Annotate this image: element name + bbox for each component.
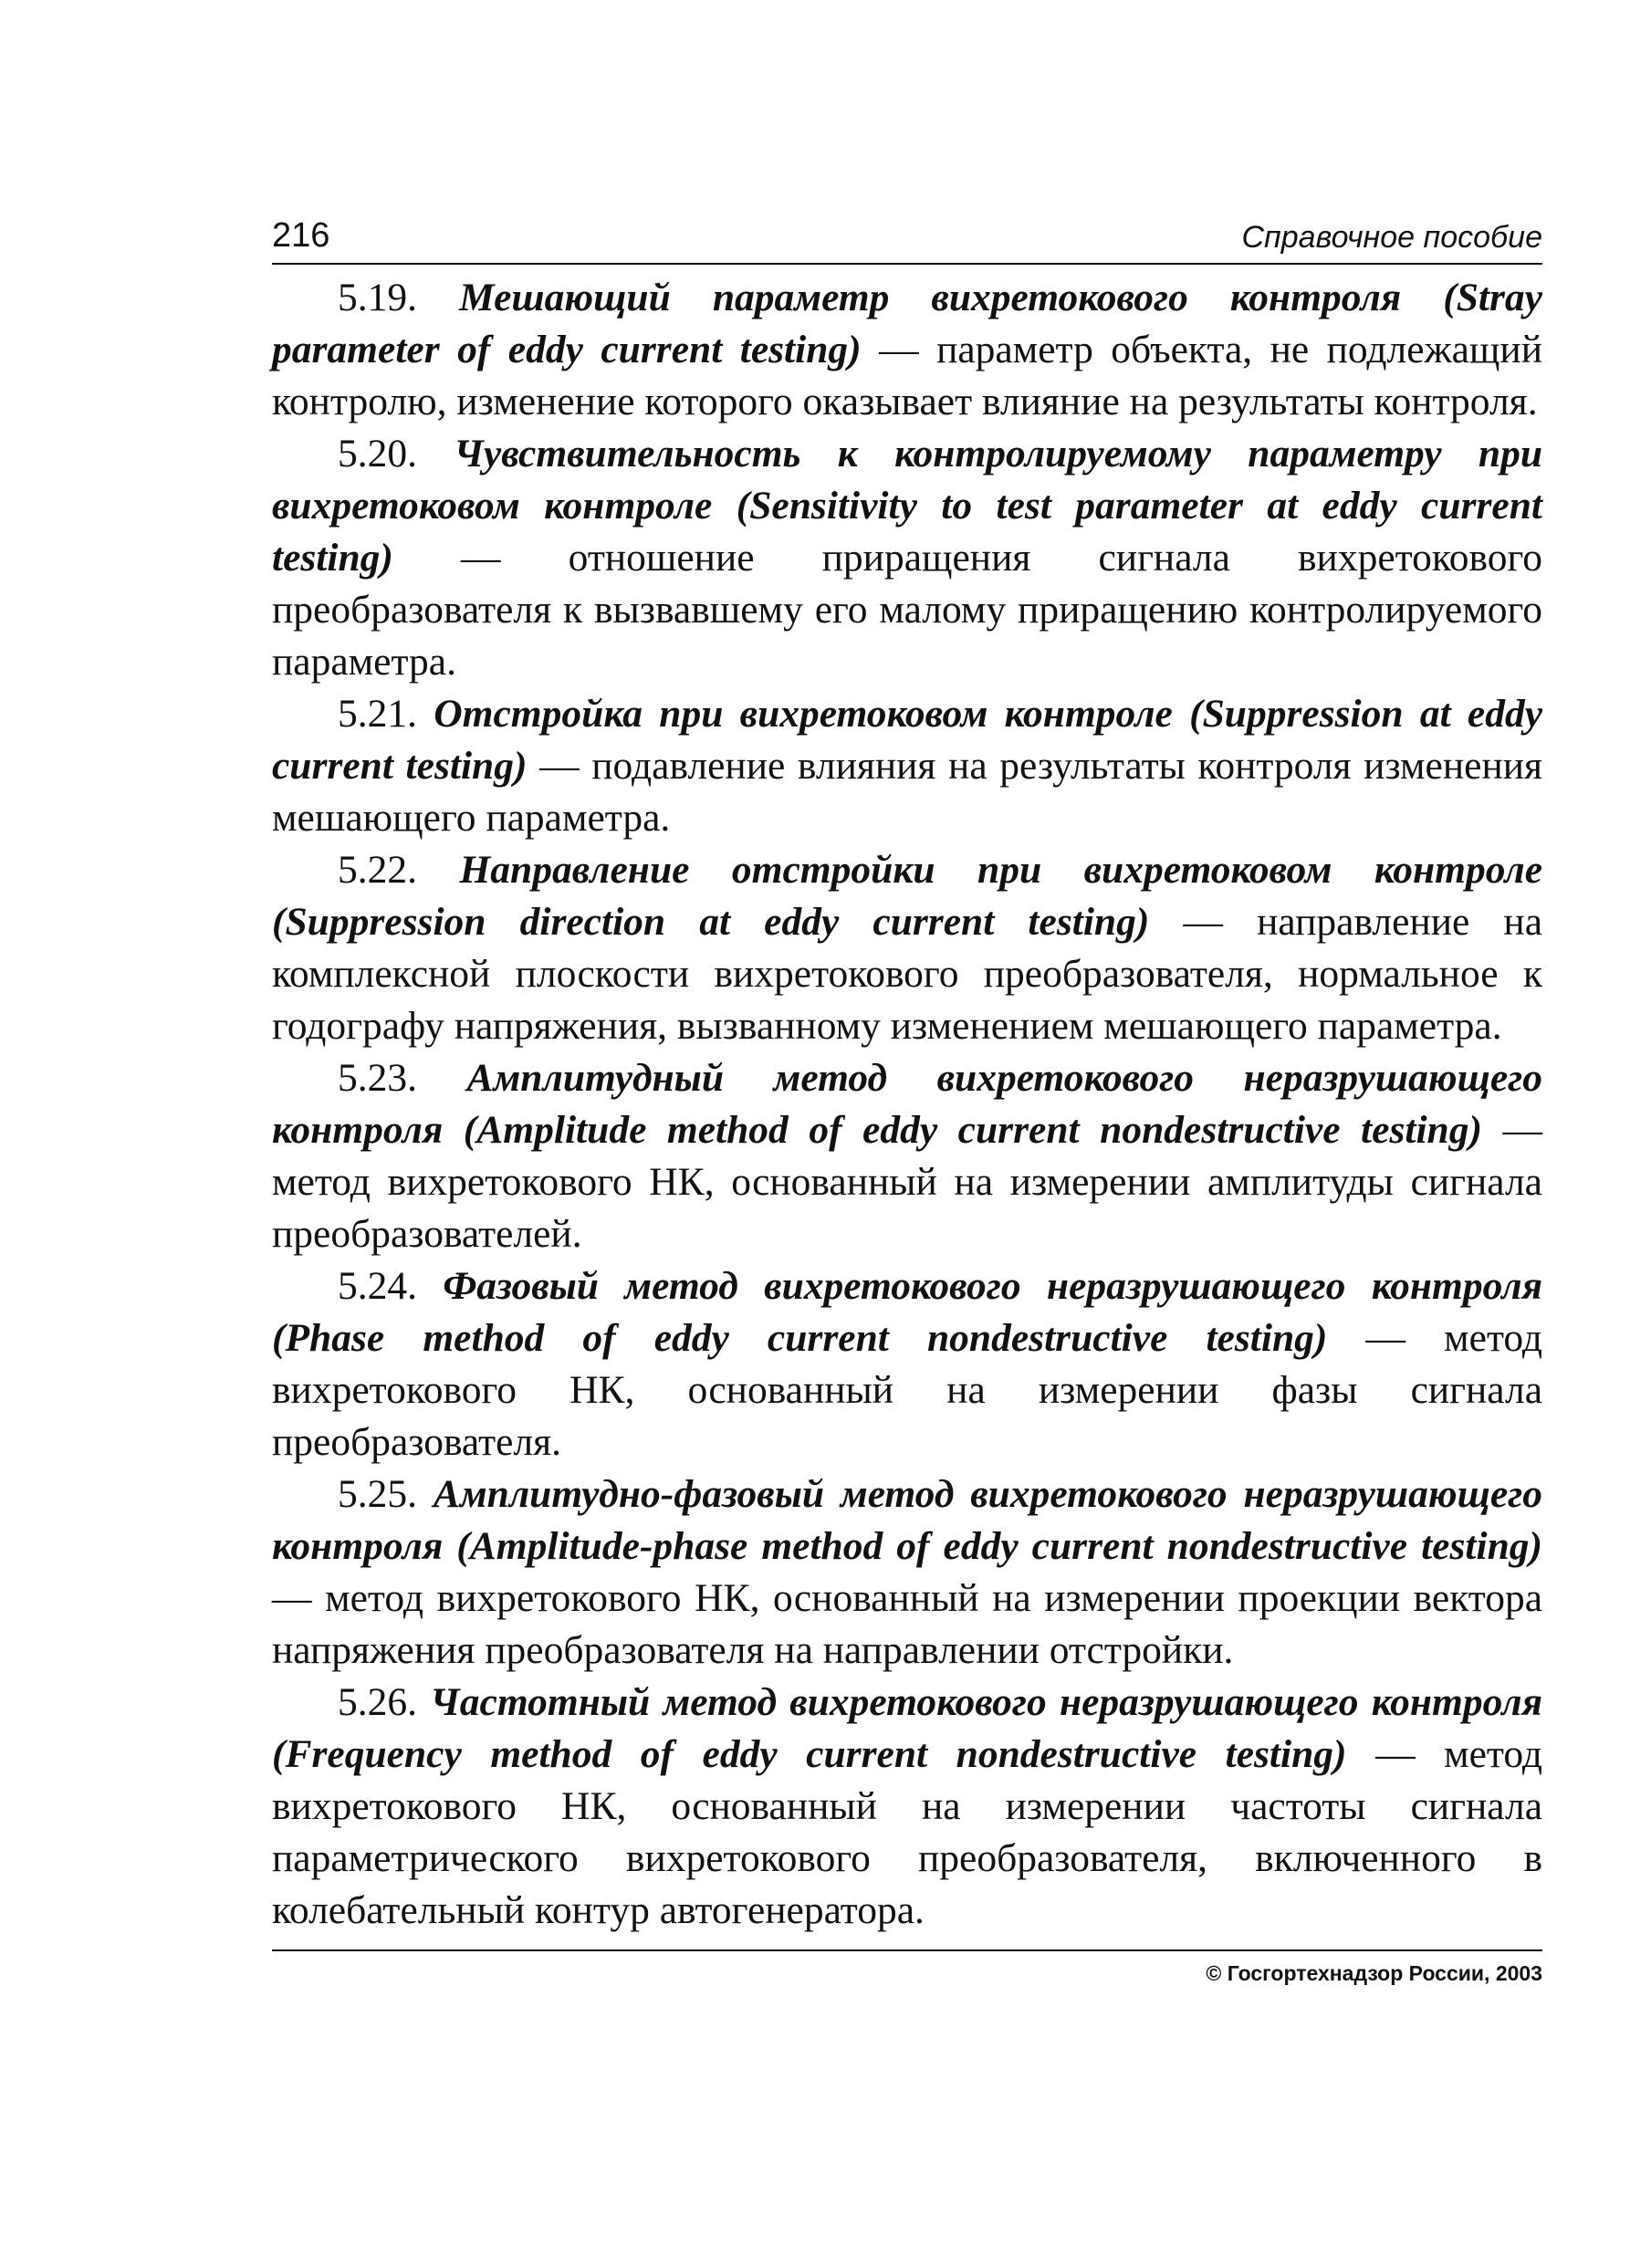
entry-term: Частотный метод вихретокового неразрушающего контроля (Frequency method of eddy current nondestructive testing) <box>272 1680 1542 1776</box>
glossary-entry-5-21 <box>272 688 1542 844</box>
entry-number: 5.23. <box>338 1056 417 1100</box>
footer-rule <box>272 1949 1542 1951</box>
entry-number: 5.19. <box>338 276 417 319</box>
entry-dash: — <box>272 1576 312 1620</box>
entry-term: Мешающий параметр вихретокового контроля (Stray parameter of eddy current testing) <box>272 276 1542 371</box>
entry-definition: параметр объекта, не подлежащий контролю, изменение которого оказывает влияние на результаты контроля. <box>272 328 1542 423</box>
glossary-content <box>272 272 1542 1937</box>
page-number: 216 <box>272 216 330 255</box>
glossary-entry-5-19 <box>272 272 1542 428</box>
entry-term: Чувствительность к контролируемому параметру при вихретоковом контроле (Sensitivity to test parameter at eddy current testing) <box>272 432 1543 580</box>
glossary-entry-5-24 <box>272 1260 1542 1468</box>
entry-number: 5.22. <box>338 848 417 892</box>
entry-definition: метод вихретокового НК, основанный на измерении частоты сигнала параметрического вихретокового преобразователя, включенного в колебательный контур автогенератора. <box>272 1732 1542 1932</box>
entry-definition: отношение приращения сигнала вихретокового преобразователя к вызвавшему его малому приращению контролируемого параметра. <box>272 536 1542 684</box>
entry-definition: метод вихретокового НК, основанный на измерении амплитуды сигнала преобразователей. <box>272 1160 1542 1256</box>
entry-dash: — <box>1375 1732 1416 1776</box>
entry-term: Фазовый метод вихретокового неразрушающего контроля (Phase method of eddy current nondestructive testing) <box>272 1264 1543 1360</box>
entry-dash: — <box>1502 1108 1542 1152</box>
entry-number: 5.26. <box>338 1680 417 1724</box>
entry-dash: — <box>1183 900 1223 944</box>
entry-term: Амплитудный метод вихретокового неразрушающего контроля (Amplitude method of eddy current nondestructive testing) <box>272 1056 1542 1152</box>
entry-number: 5.24. <box>338 1264 417 1308</box>
entry-number: 5.21. <box>338 692 417 736</box>
copyright-notice: © Госгортехнадзор России, 2003 <box>1206 1961 1542 1985</box>
entry-number: 5.25. <box>338 1472 417 1516</box>
glossary-entry-5-20 <box>272 428 1542 688</box>
entry-term: Амплитудно-фазовый метод вихретокового неразрушающего контроля (Amplitude-phase method of eddy current nondestructive testing) <box>272 1472 1542 1568</box>
entry-dash: — <box>461 536 501 580</box>
glossary-entry-5-23 <box>272 1052 1542 1260</box>
entry-term: Направление отстройки при вихретоковом контроле (Suppression direction at eddy current testing) <box>272 848 1542 944</box>
entry-definition: направление на комплексной плоскости вихретокового преобразователя, нормальное к годографу напряжения, вызванному изменением мешающего параметра. <box>272 900 1543 1048</box>
entry-dash: — <box>879 328 919 371</box>
page-header <box>272 210 1542 265</box>
entry-number: 5.20. <box>338 432 417 476</box>
entry-dash: — <box>1365 1316 1406 1360</box>
running-title: Справочное пособие <box>1241 220 1542 255</box>
entry-dash: — <box>539 744 580 788</box>
entry-definition: метод вихретокового НК, основанный на измерении фазы сигнала преобразователя. <box>272 1316 1543 1464</box>
entry-term: Отстройка при вихретоковом контроле (Suppression at eddy current testing) <box>272 692 1543 788</box>
entry-definition: подавление влияния на результаты контроля изменения мешающего параметра. <box>272 744 1543 840</box>
glossary-entry-5-26 <box>272 1677 1542 1937</box>
glossary-entry-5-25 <box>272 1468 1542 1677</box>
glossary-entry-5-22 <box>272 844 1542 1052</box>
entry-definition: метод вихретокового НК, основанный на измерении проекции вектора напряжения преобразователя на направлении отстройки. <box>272 1576 1543 1672</box>
document-page <box>272 210 1542 1988</box>
